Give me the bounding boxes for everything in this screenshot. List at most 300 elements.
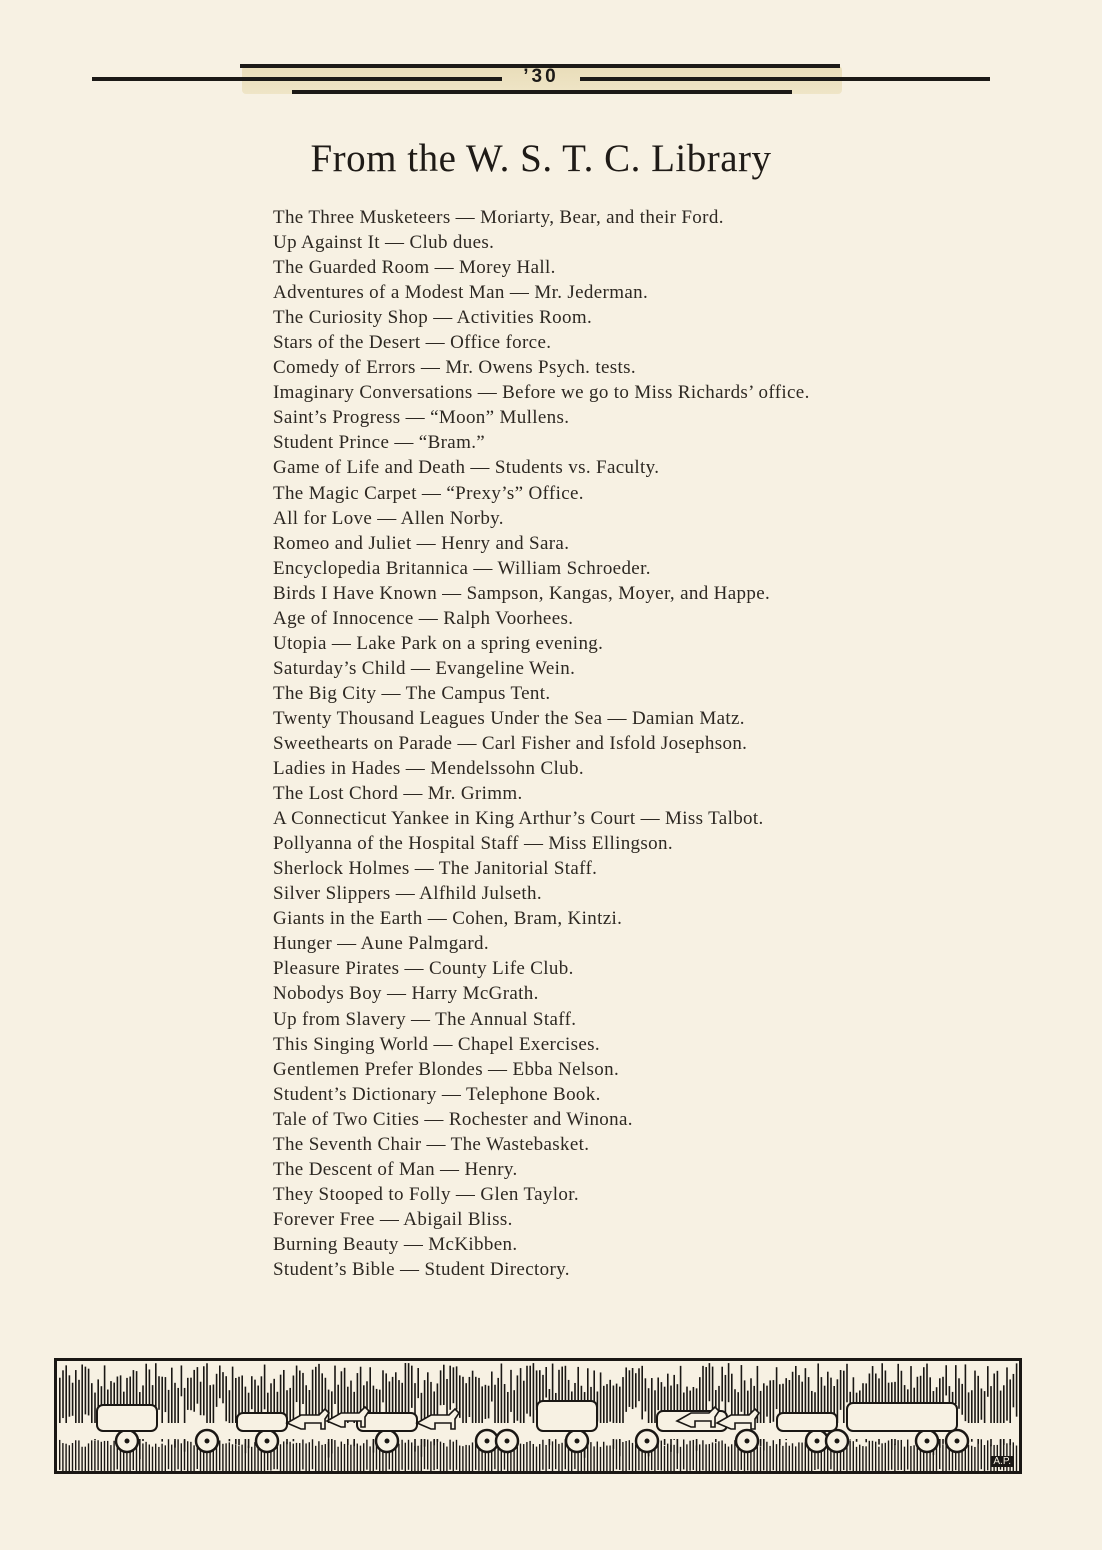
decorative-frieze [54, 1358, 1022, 1474]
frieze-ground-stroke [597, 1442, 598, 1471]
frieze-hatch-stroke [145, 1364, 147, 1407]
list-item: Sweethearts on Parade — Carl Fisher and Isfold Josephson. [273, 732, 748, 754]
frieze-ground-stroke [894, 1444, 895, 1471]
frieze-ground-stroke [104, 1441, 105, 1471]
frieze-ground-stroke [152, 1447, 153, 1471]
list-item: Hunger — Aune Palmgard. [273, 933, 489, 955]
frieze-hatch-stroke [469, 1377, 471, 1417]
frieze-ground-stroke [366, 1440, 367, 1470]
frieze-hatch-stroke [789, 1380, 791, 1417]
frieze-ground-stroke [974, 1447, 975, 1471]
frieze-hatch-stroke [459, 1375, 461, 1417]
frieze-hatch-stroke [360, 1367, 362, 1413]
frieze-hatch-stroke [165, 1377, 167, 1412]
frieze-ground-stroke [939, 1439, 940, 1469]
frieze-ground-stroke [401, 1440, 402, 1470]
frieze-ground-stroke [705, 1444, 706, 1471]
frieze-ground-stroke [245, 1443, 246, 1471]
frieze-hatch-stroke [945, 1365, 947, 1395]
frieze-ground-stroke [453, 1442, 454, 1471]
wheel-hub-icon [955, 1439, 960, 1444]
frieze-ground-stroke [702, 1440, 703, 1470]
list-item: Up Against It — Club dues. [273, 232, 495, 254]
frieze-ground-stroke [696, 1445, 697, 1471]
frieze-ground-stroke [363, 1443, 364, 1471]
frieze-ground-stroke [398, 1444, 399, 1471]
frieze-hatch-stroke [529, 1366, 531, 1417]
frieze-hatch-stroke [491, 1372, 493, 1402]
list-item: Adventures of a Modest Man — Mr. Jederman. [273, 282, 649, 304]
frieze-ground-stroke [302, 1439, 303, 1469]
frieze-ground-stroke [549, 1439, 550, 1469]
frieze-hatch-stroke [190, 1378, 192, 1411]
list-item: Up from Slavery — The Annual Staff. [273, 1008, 577, 1030]
frieze-ground-stroke [177, 1439, 178, 1469]
header-rule-bottom [292, 90, 792, 94]
frieze-ground-stroke [251, 1447, 252, 1471]
frieze-ground-stroke [728, 1447, 729, 1471]
frieze-ground-stroke [523, 1444, 524, 1471]
frieze-hatch-stroke [318, 1364, 320, 1415]
frieze-ground-stroke [721, 1440, 722, 1470]
frieze-ground-stroke [433, 1440, 434, 1470]
frieze-ground-stroke [110, 1445, 111, 1471]
list-item: Stars of the Desert — Office force. [273, 332, 552, 354]
wheel-hub-icon [835, 1439, 840, 1444]
frieze-hatch-stroke [206, 1363, 208, 1423]
wheel-hub-icon [485, 1439, 490, 1444]
list-item: They Stooped to Folly — Glen Taylor. [273, 1183, 579, 1205]
frieze-hatch-stroke [987, 1366, 989, 1397]
frieze-ground-stroke [78, 1440, 79, 1470]
frieze-hatch-stroke [721, 1367, 723, 1402]
frieze-hatch-stroke [526, 1366, 528, 1414]
frieze-ground-stroke [526, 1442, 527, 1471]
list-item: Sherlock Holmes — The Janitorial Staff. [273, 858, 598, 880]
frieze-hatch-stroke [155, 1363, 157, 1407]
wheel-hub-icon [925, 1439, 930, 1444]
frieze-ground-stroke [149, 1444, 150, 1471]
frieze-ground-stroke [344, 1444, 345, 1471]
frieze-ground-stroke [897, 1440, 898, 1470]
frieze-ground-stroke [289, 1442, 290, 1471]
frieze-ground-stroke [168, 1439, 169, 1469]
frieze-hatch-stroke [472, 1371, 474, 1426]
frieze-hatch-stroke [523, 1381, 525, 1425]
frieze-ground-stroke [296, 1443, 297, 1471]
library-list [273, 205, 953, 1282]
frieze-hatch-stroke [251, 1376, 253, 1409]
frieze-hatch-stroke [494, 1385, 496, 1428]
list-item: Student’s Bible — Student Directory. [273, 1258, 570, 1280]
frieze-hatch-stroke [776, 1367, 778, 1409]
frieze-ground-stroke [776, 1444, 777, 1471]
frieze-hatch-stroke [632, 1368, 634, 1409]
frieze-ground-stroke [312, 1439, 313, 1469]
frieze-hatch-stroke [289, 1388, 291, 1425]
list-item: Birds I Have Known — Sampson, Kangas, Moyer, and Happe. [273, 582, 771, 604]
frieze-ground-stroke [529, 1441, 530, 1471]
frieze-hatch-stroke [395, 1372, 397, 1412]
frieze-ground-stroke [190, 1442, 191, 1471]
frieze-ground-stroke [293, 1444, 294, 1471]
frieze-hatch-stroke [299, 1371, 301, 1417]
frieze-hatch-stroke [638, 1368, 640, 1401]
frieze-ground-stroke [763, 1440, 764, 1470]
frieze-ground-stroke [81, 1447, 82, 1471]
frieze-ground-stroke [142, 1443, 143, 1471]
frieze-hatch-stroke [369, 1367, 371, 1412]
frieze-ground-stroke [789, 1446, 790, 1471]
frieze-ground-stroke [600, 1447, 601, 1471]
frieze-ground-stroke [725, 1444, 726, 1471]
frieze-hatch-stroke [728, 1363, 730, 1402]
frieze-hatch-stroke [411, 1366, 413, 1408]
frieze-ground-stroke [888, 1440, 889, 1470]
frieze-hatch-stroke [443, 1365, 445, 1405]
frieze-ground-stroke [232, 1444, 233, 1471]
frieze-ground-stroke [849, 1440, 850, 1470]
frieze-hatch-stroke [769, 1380, 771, 1424]
frieze-hatch-stroke [181, 1365, 183, 1396]
frieze-ground-stroke [437, 1439, 438, 1469]
frieze-ground-stroke [859, 1445, 860, 1471]
frieze-ground-stroke [424, 1439, 425, 1469]
frieze-ground-stroke [766, 1442, 767, 1471]
frieze-ground-stroke [360, 1446, 361, 1471]
frieze-ground-stroke [712, 1442, 713, 1471]
frieze-hatch-stroke [408, 1363, 410, 1418]
frieze-hatch-stroke [302, 1373, 304, 1404]
frieze-ground-stroke [670, 1445, 671, 1471]
frieze-ground-stroke [629, 1440, 630, 1470]
frieze-hatch-stroke [203, 1366, 205, 1415]
frieze-hatch-stroke [1013, 1374, 1015, 1407]
frieze-hatch-stroke [193, 1370, 195, 1412]
frieze-hatch-stroke [603, 1386, 605, 1424]
wheel-hub-icon [505, 1439, 510, 1444]
frieze-ground-stroke [715, 1443, 716, 1471]
frieze-ground-stroke [606, 1446, 607, 1471]
frieze-hatch-stroke [965, 1364, 967, 1421]
list-item: The Magic Carpet — “Prexy’s” Office. [273, 482, 584, 504]
frieze-ground-stroke [222, 1444, 223, 1471]
frieze-ground-stroke [417, 1446, 418, 1471]
frieze-hatch-stroke [625, 1367, 627, 1411]
frieze-ground-stroke [449, 1440, 450, 1470]
frieze-ground-stroke [885, 1443, 886, 1471]
list-item: Silver Slippers — Alfhild Julseth. [273, 883, 542, 905]
frieze-hatch-stroke [85, 1367, 87, 1415]
frieze-ground-stroke [318, 1441, 319, 1471]
frieze-ground-stroke [862, 1446, 863, 1471]
frieze-hatch-stroke [773, 1380, 775, 1422]
frieze-ground-stroke [350, 1445, 351, 1471]
frieze-hatch-stroke [296, 1366, 298, 1403]
frieze-hatch-stroke [635, 1373, 637, 1407]
frieze-ground-stroke [875, 1442, 876, 1471]
list-item: The Three Musketeers — Moriarty, Bear, and their Ford. [273, 207, 724, 228]
frieze-hatch-stroke [552, 1364, 554, 1401]
frieze-ground-stroke [174, 1441, 175, 1471]
frieze-hatch-stroke [440, 1370, 442, 1405]
frieze-ground-stroke [283, 1441, 284, 1471]
frieze-ground-stroke [561, 1443, 562, 1471]
frieze-ground-stroke [171, 1445, 172, 1471]
wheel-hub-icon [815, 1439, 820, 1444]
list-item: All for Love — Allen Norby. [273, 507, 504, 529]
frieze-hatch-stroke [350, 1381, 352, 1416]
frieze-hatch-stroke [766, 1386, 768, 1417]
header-rule-left [92, 77, 502, 81]
frieze-ground-stroke [881, 1443, 882, 1471]
frieze-ground-stroke [229, 1442, 230, 1471]
frieze-ground-stroke [801, 1443, 802, 1471]
list-item: The Lost Chord — Mr. Grimm. [273, 783, 523, 805]
frieze-ground-stroke [987, 1440, 988, 1470]
frieze-ground-stroke [853, 1441, 854, 1471]
frieze-hatch-stroke [200, 1382, 202, 1415]
frieze-ground-stroke [971, 1446, 972, 1471]
frieze-ground-stroke [459, 1446, 460, 1471]
frieze-ground-stroke [65, 1444, 66, 1471]
frieze-ground-stroke [155, 1444, 156, 1471]
frieze-ground-stroke [341, 1442, 342, 1471]
frieze-hatch-stroke [209, 1385, 211, 1429]
frieze-hatch-stroke [763, 1383, 765, 1450]
vehicle-silhouette-icon [537, 1401, 597, 1431]
frieze-ground-stroke [664, 1446, 665, 1471]
frieze-ground-stroke [731, 1444, 732, 1471]
frieze-ground-stroke [545, 1445, 546, 1471]
frieze-hatch-stroke [1006, 1367, 1008, 1420]
artist-initials: A.P. [993, 1456, 1011, 1467]
frieze-hatch-stroke [497, 1378, 499, 1426]
frieze-ground-stroke [443, 1443, 444, 1471]
list-item: The Curiosity Shop — Activities Room. [273, 307, 593, 329]
frieze-ground-stroke [856, 1447, 857, 1471]
frieze-hatch-stroke [78, 1380, 80, 1429]
frieze-ground-stroke [97, 1440, 98, 1470]
frieze-ground-stroke [216, 1446, 217, 1471]
frieze-ground-stroke [328, 1442, 329, 1471]
list-item: Imaginary Conversations — Before we go to Miss Richards’ office. [273, 382, 810, 404]
frieze-hatch-stroke [216, 1374, 218, 1407]
frieze-hatch-stroke [981, 1388, 983, 1419]
frieze-ground-stroke [865, 1446, 866, 1471]
frieze-ground-stroke [683, 1439, 684, 1469]
page-title: From the W. S. T. C. Library [310, 137, 772, 180]
frieze-ground-stroke [430, 1441, 431, 1471]
frieze-hatch-stroke [232, 1367, 234, 1433]
frieze-ground-stroke [907, 1440, 908, 1470]
frieze-ground-stroke [184, 1440, 185, 1470]
frieze-ground-stroke [469, 1445, 470, 1471]
frieze-ground-stroke [769, 1446, 770, 1471]
list-item: The Big City — The Campus Tent. [273, 682, 551, 704]
frieze-hatch-stroke [171, 1368, 173, 1426]
frieze-ground-stroke [872, 1441, 873, 1471]
frieze-hatch-stroke [645, 1378, 647, 1411]
frieze-ground-stroke [632, 1443, 633, 1471]
frieze-ground-stroke [88, 1443, 89, 1471]
frieze-ground-stroke [542, 1440, 543, 1470]
frieze-ground-stroke [782, 1446, 783, 1471]
frieze-ground-stroke [446, 1447, 447, 1471]
frieze-ground-stroke [315, 1446, 316, 1471]
frieze-hatch-stroke [280, 1375, 282, 1412]
frieze-hatch-stroke [225, 1376, 227, 1421]
frieze-ground-stroke [517, 1445, 518, 1471]
frieze-ground-stroke [709, 1444, 710, 1471]
frieze-ground-stroke [942, 1444, 943, 1471]
frieze-ground-stroke [901, 1440, 902, 1470]
frieze-ground-stroke [427, 1440, 428, 1470]
vehicle-silhouette-icon [777, 1413, 837, 1431]
frieze-hatch-stroke [187, 1378, 189, 1410]
wheel-hub-icon [265, 1439, 270, 1444]
frieze-hatch-stroke [843, 1371, 845, 1426]
frieze-hatch-stroke [75, 1370, 77, 1427]
frieze-ground-stroke [555, 1439, 556, 1469]
list-item: Saturday’s Child — Evangeline Wein. [273, 657, 576, 679]
frieze-ground-stroke [440, 1442, 441, 1471]
frieze-hatch-stroke [321, 1373, 323, 1412]
frieze-ground-stroke [145, 1442, 146, 1471]
frieze-hatch-stroke [846, 1364, 848, 1403]
frieze-ground-stroke [779, 1445, 780, 1471]
frieze-hatch-stroke [485, 1385, 487, 1419]
frieze-ground-stroke [254, 1442, 255, 1471]
frieze-hatch-stroke [453, 1367, 455, 1403]
frieze-ground-stroke [609, 1445, 610, 1471]
frieze-hatch-stroke [741, 1365, 743, 1412]
frieze-hatch-stroke [65, 1365, 67, 1430]
frieze-ground-stroke [677, 1439, 678, 1469]
frieze-ground-stroke [91, 1440, 92, 1470]
frieze-ground-stroke [369, 1446, 370, 1471]
frieze-ground-stroke [107, 1441, 108, 1471]
frieze-hatch-stroke [62, 1370, 64, 1418]
frieze-hatch-stroke [609, 1380, 611, 1422]
frieze-hatch-stroke [805, 1368, 807, 1418]
frieze-hatch-stroke [958, 1378, 960, 1408]
frieze-hatch-stroke [158, 1376, 160, 1410]
frieze-ground-stroke [139, 1446, 140, 1471]
frieze-ground-stroke [421, 1445, 422, 1471]
frieze-hatch-stroke [462, 1377, 464, 1428]
list-item: Age of Innocence — Ralph Voorhees. [273, 607, 574, 629]
frieze-ground-stroke [520, 1444, 521, 1471]
frieze-ground-stroke [878, 1447, 879, 1471]
list-item: Gentlemen Prefer Blondes — Ebba Nelson. [273, 1058, 620, 1080]
frieze-ground-stroke [910, 1446, 911, 1471]
frieze-ground-stroke [456, 1440, 457, 1470]
frieze-ground-stroke [321, 1445, 322, 1471]
frieze-hatch-stroke [91, 1383, 93, 1424]
frieze-illustration [57, 1361, 1019, 1471]
frieze-hatch-stroke [955, 1365, 957, 1404]
frieze-ground-stroke [299, 1443, 300, 1471]
frieze-ground-stroke [661, 1441, 662, 1471]
frieze-hatch-stroke [657, 1377, 659, 1410]
list-item: Saint’s Progress — “Moon” Mullens. [273, 407, 570, 429]
frieze-ground-stroke [75, 1440, 76, 1470]
frieze-ground-stroke [357, 1444, 358, 1471]
frieze-ground-stroke [533, 1444, 534, 1471]
frieze-ground-stroke [1016, 1446, 1017, 1471]
wheel-hub-icon [385, 1439, 390, 1444]
frieze-ground-stroke [718, 1441, 719, 1471]
frieze-ground-stroke [760, 1447, 761, 1471]
frieze-ground-stroke [590, 1442, 591, 1471]
year-label: ’30 [523, 66, 559, 87]
frieze-hatch-stroke [334, 1366, 336, 1404]
frieze-ground-stroke [286, 1442, 287, 1471]
frieze-hatch-stroke [629, 1370, 631, 1407]
frieze-ground-stroke [113, 1441, 114, 1471]
frieze-ground-stroke [353, 1442, 354, 1471]
frieze-ground-stroke [219, 1440, 220, 1470]
frieze-hatch-stroke [88, 1369, 90, 1416]
frieze-hatch-stroke [177, 1388, 179, 1425]
list-item: The Seventh Chair — The Wastebasket. [273, 1133, 590, 1155]
frieze-hatch-stroke [59, 1378, 61, 1430]
vehicle-silhouette-icon [237, 1413, 287, 1431]
frieze-ground-stroke [635, 1444, 636, 1471]
frieze-ground-stroke [94, 1441, 95, 1471]
list-item: Student Prince — “Bram.” [273, 432, 486, 454]
frieze-ground-stroke [331, 1442, 332, 1471]
frieze-hatch-stroke [465, 1383, 467, 1427]
list-item: Nobodys Boy — Harry McGrath. [273, 983, 539, 1005]
frieze-hatch-stroke [926, 1364, 928, 1404]
frieze-hatch-stroke [641, 1366, 643, 1420]
frieze-hatch-stroke [392, 1377, 394, 1413]
list-item: Twenty Thousand Leagues Under the Sea — Damian Matz. [273, 707, 745, 729]
list-item: Burning Beauty — McKibben. [273, 1233, 518, 1255]
list-item: Forever Free — Abigail Bliss. [273, 1208, 513, 1230]
frieze-hatch-stroke [456, 1366, 458, 1409]
frieze-hatch-stroke [520, 1368, 522, 1430]
frieze-hatch-stroke [478, 1378, 480, 1425]
frieze-ground-stroke [373, 1443, 374, 1471]
frieze-ground-stroke [619, 1440, 620, 1470]
frieze-ground-stroke [248, 1446, 249, 1471]
frieze-ground-stroke [62, 1443, 63, 1471]
frieze-ground-stroke [773, 1440, 774, 1470]
frieze-ground-stroke [414, 1446, 415, 1471]
list-item: Giants in the Earth — Cohen, Bram, Kintzi. [273, 908, 623, 930]
frieze-hatch-stroke [961, 1384, 963, 1415]
frieze-ground-stroke [968, 1445, 969, 1471]
frieze-ground-stroke [408, 1440, 409, 1470]
frieze-hatch-stroke [613, 1386, 615, 1449]
frieze-hatch-stroke [264, 1365, 266, 1410]
frieze-ground-stroke [337, 1447, 338, 1471]
frieze-ground-stroke [673, 1445, 674, 1471]
vehicle-silhouette-icon [97, 1405, 157, 1431]
list-item: Student’s Dictionary — Telephone Book. [273, 1083, 601, 1105]
frieze-hatch-stroke [222, 1372, 224, 1403]
frieze-ground-stroke [465, 1445, 466, 1471]
wheel-hub-icon [745, 1439, 750, 1444]
frieze-ground-stroke [805, 1442, 806, 1471]
frieze-ground-stroke [72, 1443, 73, 1471]
frieze-hatch-stroke [72, 1383, 74, 1416]
list-item: The Guarded Room — Morey Hall. [273, 257, 556, 279]
frieze-ground-stroke [984, 1445, 985, 1471]
